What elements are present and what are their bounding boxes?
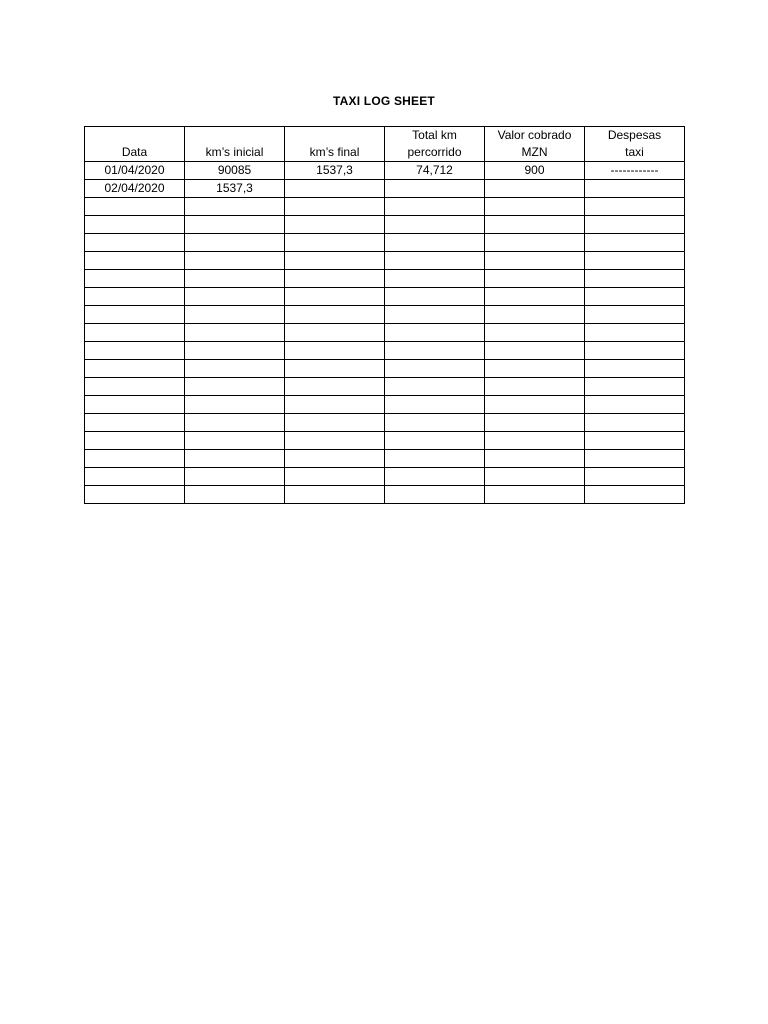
cell-total-km: 74,712 <box>385 162 485 180</box>
header-total-km <box>385 127 485 162</box>
table-row <box>85 378 685 396</box>
cell-despesas <box>585 216 685 234</box>
cell-kms-inicial <box>185 306 285 324</box>
cell-kms-inicial <box>185 342 285 360</box>
table-row <box>85 162 685 180</box>
cell-despesas <box>585 450 685 468</box>
cell-kms-final <box>285 324 385 342</box>
cell-kms-final <box>285 396 385 414</box>
cell-valor-cobrado <box>485 180 585 198</box>
cell-kms-final <box>285 270 385 288</box>
cell-total-km <box>385 288 485 306</box>
cell-kms-inicial <box>185 252 285 270</box>
cell-kms-final <box>285 180 385 198</box>
cell-valor-cobrado <box>485 486 585 504</box>
cell-valor-cobrado <box>485 216 585 234</box>
cell-despesas <box>585 432 685 450</box>
cell-data <box>85 216 185 234</box>
cell-total-km <box>385 414 485 432</box>
cell-total-km <box>385 468 485 486</box>
cell-valor-cobrado <box>485 306 585 324</box>
cell-valor-cobrado <box>485 234 585 252</box>
cell-kms-inicial <box>185 432 285 450</box>
cell-total-km <box>385 306 485 324</box>
table-row <box>85 180 685 198</box>
cell-data <box>85 414 185 432</box>
cell-kms-final <box>285 414 385 432</box>
table-row <box>85 324 685 342</box>
cell-data <box>85 252 185 270</box>
cell-valor-cobrado <box>485 396 585 414</box>
cell-total-km <box>385 180 485 198</box>
cell-despesas: ------------ <box>585 162 685 180</box>
cell-kms-inicial <box>185 270 285 288</box>
table-row <box>85 234 685 252</box>
cell-data <box>85 324 185 342</box>
table-row <box>85 198 685 216</box>
cell-data <box>85 360 185 378</box>
table-row <box>85 342 685 360</box>
cell-total-km <box>385 486 485 504</box>
header-line: km’s inicial <box>205 145 264 159</box>
cell-valor-cobrado <box>485 360 585 378</box>
taxi-log-table <box>84 126 685 504</box>
cell-total-km <box>385 450 485 468</box>
cell-total-km <box>385 342 485 360</box>
cell-data <box>85 486 185 504</box>
cell-kms-inicial <box>185 216 285 234</box>
cell-data <box>85 234 185 252</box>
table-row <box>85 270 685 288</box>
table-header-row <box>85 127 685 162</box>
cell-valor-cobrado <box>485 342 585 360</box>
cell-kms-inicial <box>185 396 285 414</box>
cell-valor-cobrado <box>485 198 585 216</box>
cell-data <box>85 198 185 216</box>
cell-kms-final <box>285 342 385 360</box>
cell-kms-final <box>285 234 385 252</box>
cell-despesas <box>585 396 685 414</box>
cell-total-km <box>385 234 485 252</box>
cell-despesas <box>585 180 685 198</box>
cell-data <box>85 288 185 306</box>
header-kms-final <box>285 127 385 162</box>
cell-kms-final <box>285 432 385 450</box>
cell-kms-final <box>285 378 385 396</box>
cell-valor-cobrado <box>485 450 585 468</box>
cell-kms-final <box>285 306 385 324</box>
cell-kms-final: 1537,3 <box>285 162 385 180</box>
cell-kms-inicial: 90085 <box>185 162 285 180</box>
cell-total-km <box>385 432 485 450</box>
cell-despesas <box>585 324 685 342</box>
cell-kms-inicial <box>185 234 285 252</box>
cell-kms-inicial <box>185 360 285 378</box>
cell-data: 02/04/2020 <box>85 180 185 198</box>
header-data <box>85 127 185 162</box>
cell-kms-inicial <box>185 378 285 396</box>
cell-kms-inicial <box>185 198 285 216</box>
header-line: Data <box>121 145 148 159</box>
table-row <box>85 288 685 306</box>
cell-total-km <box>385 198 485 216</box>
cell-valor-cobrado: 900 <box>485 162 585 180</box>
table-row <box>85 396 685 414</box>
cell-valor-cobrado <box>485 468 585 486</box>
cell-data: 01/04/2020 <box>85 162 185 180</box>
cell-data <box>85 342 185 360</box>
header-line: Valor cobrado <box>497 128 572 142</box>
cell-despesas <box>585 378 685 396</box>
cell-kms-final <box>285 468 385 486</box>
cell-total-km <box>385 324 485 342</box>
cell-kms-final <box>285 450 385 468</box>
table-row <box>85 306 685 324</box>
cell-kms-inicial <box>185 450 285 468</box>
cell-kms-inicial: 1537,3 <box>185 180 285 198</box>
cell-total-km <box>385 270 485 288</box>
table-row <box>85 450 685 468</box>
table-row <box>85 468 685 486</box>
cell-despesas <box>585 288 685 306</box>
cell-kms-final <box>285 198 385 216</box>
cell-kms-inicial <box>185 414 285 432</box>
sheet-title: TAXI LOG SHEET <box>333 94 435 108</box>
cell-valor-cobrado <box>485 432 585 450</box>
table-row <box>85 414 685 432</box>
header-despesas <box>585 127 685 162</box>
cell-kms-inicial <box>185 324 285 342</box>
table-row <box>85 432 685 450</box>
cell-data <box>85 270 185 288</box>
header-line: MZN <box>521 145 548 159</box>
cell-despesas <box>585 468 685 486</box>
cell-valor-cobrado <box>485 288 585 306</box>
header-valor-cobrado <box>485 127 585 162</box>
header-line: taxi <box>625 145 644 159</box>
cell-valor-cobrado <box>485 270 585 288</box>
table-row <box>85 360 685 378</box>
cell-kms-inicial <box>185 288 285 306</box>
cell-despesas <box>585 342 685 360</box>
table-body <box>85 162 685 504</box>
header-kms-inicial <box>185 127 285 162</box>
cell-despesas <box>585 414 685 432</box>
cell-valor-cobrado <box>485 414 585 432</box>
cell-despesas <box>585 234 685 252</box>
cell-kms-final <box>285 252 385 270</box>
cell-kms-final <box>285 360 385 378</box>
cell-despesas <box>585 198 685 216</box>
cell-data <box>85 396 185 414</box>
cell-total-km <box>385 396 485 414</box>
cell-total-km <box>385 252 485 270</box>
cell-kms-final <box>285 288 385 306</box>
header-line: percorrido <box>407 145 462 159</box>
cell-total-km <box>385 216 485 234</box>
cell-kms-final <box>285 486 385 504</box>
cell-valor-cobrado <box>485 324 585 342</box>
cell-despesas <box>585 486 685 504</box>
cell-kms-final <box>285 216 385 234</box>
cell-despesas <box>585 360 685 378</box>
cell-data <box>85 306 185 324</box>
table-row <box>85 252 685 270</box>
cell-total-km <box>385 360 485 378</box>
header-line: km’s final <box>309 145 360 159</box>
cell-despesas <box>585 252 685 270</box>
header-line: Total km <box>412 128 457 142</box>
table-row <box>85 216 685 234</box>
cell-data <box>85 450 185 468</box>
cell-data <box>85 468 185 486</box>
cell-data <box>85 432 185 450</box>
table-row <box>85 486 685 504</box>
cell-kms-inicial <box>185 486 285 504</box>
cell-data <box>85 378 185 396</box>
cell-valor-cobrado <box>485 252 585 270</box>
cell-kms-inicial <box>185 468 285 486</box>
cell-total-km <box>385 378 485 396</box>
cell-despesas <box>585 306 685 324</box>
header-line: Despesas <box>607 128 662 142</box>
cell-despesas <box>585 270 685 288</box>
cell-valor-cobrado <box>485 378 585 396</box>
